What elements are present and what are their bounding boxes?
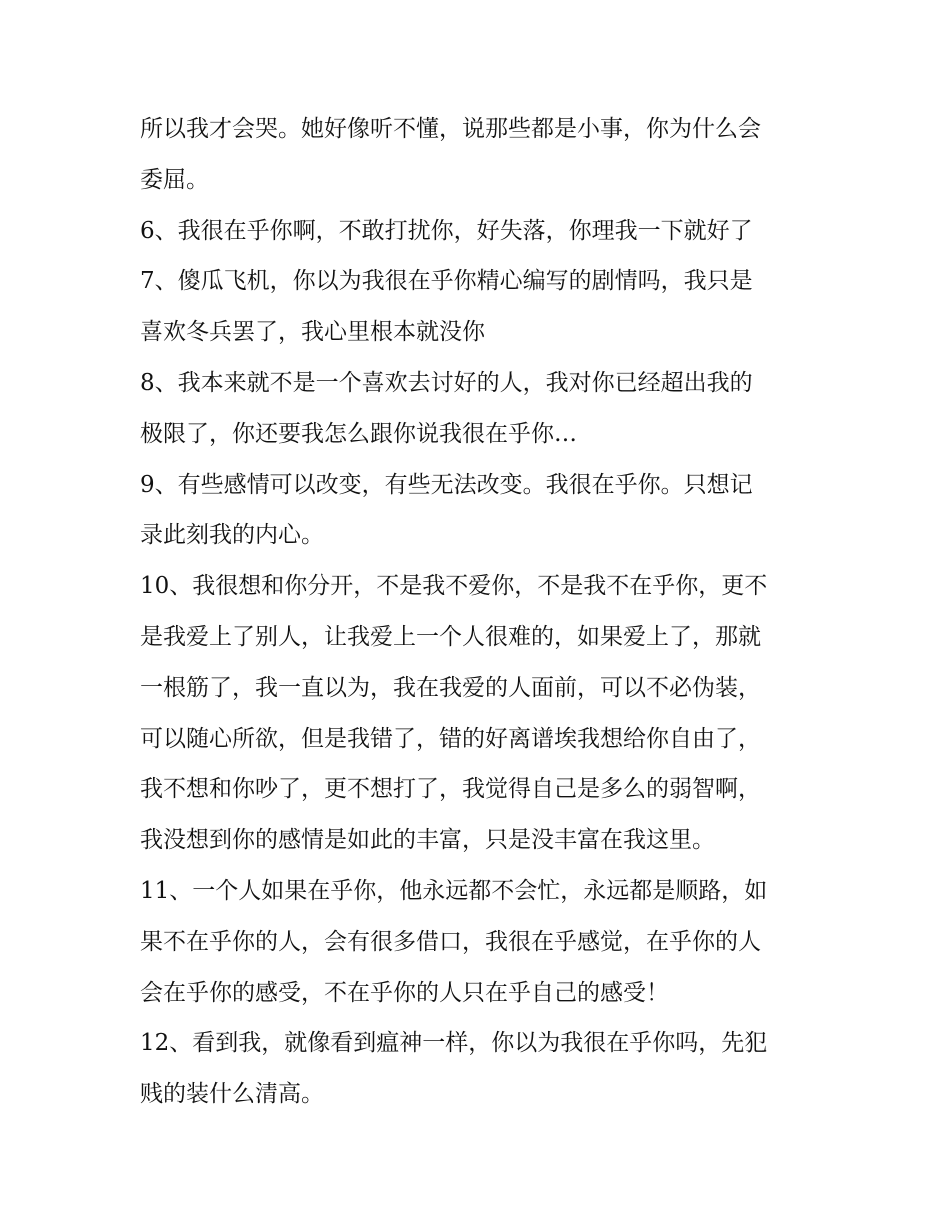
paragraph-continuation xyxy=(140,104,820,206)
paragraph-item-10 xyxy=(140,561,820,866)
text-line: 6、我很在乎你啊，不敢打扰你，好失落，你理我一下就好了 xyxy=(140,217,753,244)
text-line: 8、我本来就不是一个喜欢去讨好的人，我对你已经超出我的 xyxy=(140,369,753,396)
text-line: 10、我很想和你分开，不是我不爱你，不是我不在乎你，更不 xyxy=(140,573,768,600)
text-line: 可以随心所欲，但是我错了，错的好离谱埃我想给你自由了， xyxy=(140,725,761,752)
text-line: 一根筋了，我一直以为，我在我爱的人面前，可以不必伪装， xyxy=(140,674,761,701)
text-line: 喜欢冬兵罢了，我心里根本就没你 xyxy=(140,319,485,346)
document-body xyxy=(140,104,820,1120)
text-line: 极限了，你还要我怎么跟你说我很在乎你… xyxy=(140,420,577,447)
text-line: 9、有些感情可以改变，有些无法改变。我很在乎你。只想记 xyxy=(140,471,753,498)
text-line: 录此刻我的内心。 xyxy=(140,522,324,549)
paragraph-item-6 xyxy=(140,206,820,257)
text-line: 7、傻瓜飞机，你以为我很在乎你精心编写的剧情吗，我只是 xyxy=(140,268,753,295)
text-line: 委屈。 xyxy=(140,166,209,193)
paragraph-item-8 xyxy=(140,358,820,460)
paragraph-item-9 xyxy=(140,460,820,562)
text-line: 果不在乎你的人，会有很多借口，我很在乎感觉，在乎你的人 xyxy=(140,928,761,955)
text-line: 我没想到你的感情是如此的丰富，只是没丰富在我这里。 xyxy=(140,827,715,854)
text-line: 11、一个人如果在乎你，他永远都不会忙，永远都是顺路，如 xyxy=(140,877,768,904)
paragraph-item-11 xyxy=(140,866,820,1018)
text-line: 12、看到我，就像看到瘟神一样，你以为我很在乎你吗，先犯 xyxy=(140,1030,768,1057)
text-line: 是我爱上了别人，让我爱上一个人很难的，如果爱上了，那就 xyxy=(140,623,761,650)
text-line: 所以我才会哭。她好像听不懂，说那些都是小事，你为什么会 xyxy=(140,116,761,142)
text-line: 贱的装什么清高。 xyxy=(140,1081,324,1108)
text-line: 我不想和你吵了，更不想打了，我觉得自己是多么的弱智啊， xyxy=(140,776,761,803)
paragraph-item-12 xyxy=(140,1018,820,1120)
paragraph-item-7 xyxy=(140,256,820,358)
text-line: 会在乎你的感受，不在乎你的人只在乎自己的感受！ xyxy=(140,979,669,1006)
